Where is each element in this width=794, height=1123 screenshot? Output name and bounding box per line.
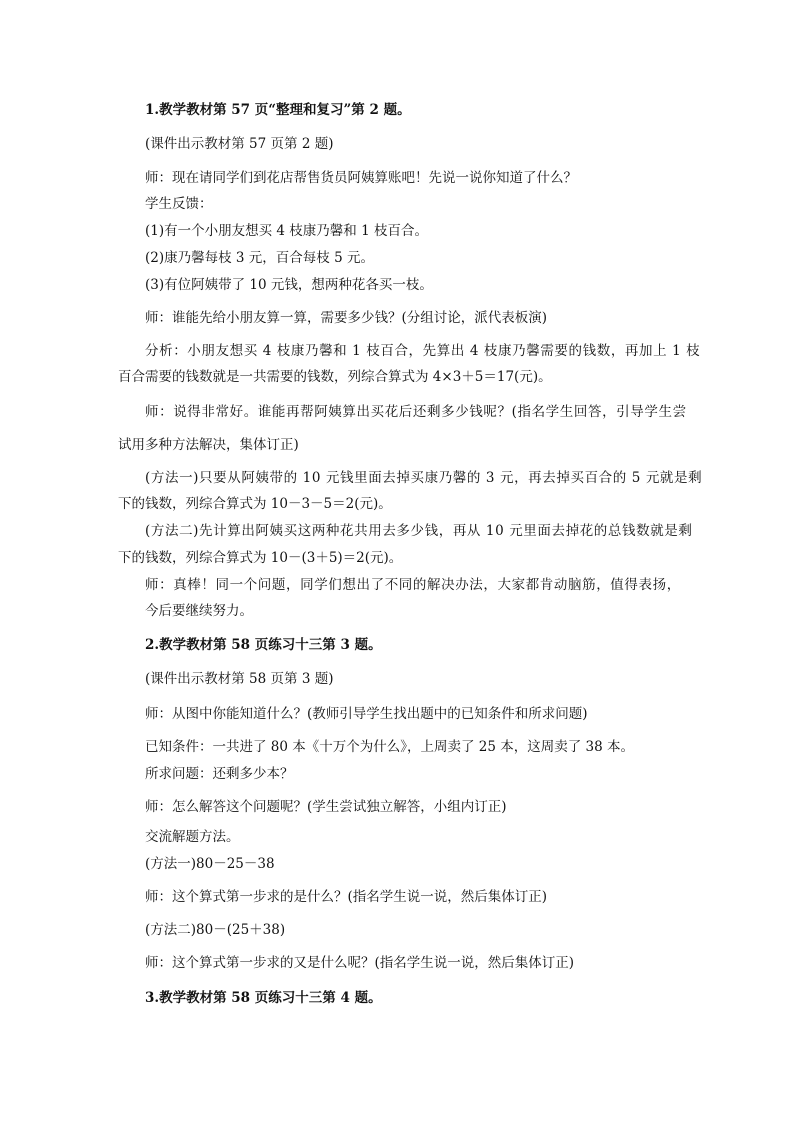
courseware-note-1: (课件出示教材第 57 页第 2 题) <box>145 136 334 152</box>
method-one-paragraph: (方法一)只要从阿姨带的 10 元钱里面去掉买康乃馨的 3 元，再去掉买百合的 5 元就是剩 <box>145 470 703 486</box>
teacher-line: 师：说得非常好。谁能再帮阿姨算出买花后还剩多少钱呢？(指名学生回答，引导学生尝 <box>145 404 687 420</box>
feedback-item-1: (1)有一个小朋友想买 4 枝康乃馨和 1 枝百合。 <box>145 223 428 239</box>
feedback-item-3: (3)有位阿姨带了 10 元钱，想两种花各买一枝。 <box>145 277 433 293</box>
known-conditions: 已知条件：一共进了 80 本《十万个为什么》，上周卖了 25 本，这周卖了 38 本。 <box>145 739 635 755</box>
section-heading-2: 2.教学教材第 58 页练习十三第 3 题。 <box>145 637 382 653</box>
feedback-label: 学生反馈： <box>145 196 213 212</box>
method-one-expression: (方法一)80－25－38 <box>145 856 275 872</box>
courseware-note-2: (课件出示教材第 58 页第 3 题) <box>145 671 334 687</box>
teacher-praise-cont: 今后要继续努力。 <box>145 603 253 619</box>
teacher-line: 师：怎么解答这个问题呢？(学生尝试独立解答，小组内订正) <box>145 799 507 815</box>
teacher-line: 师：这个算式第一步求的是什么？(指名学生说一说，然后集体订正) <box>145 889 548 905</box>
teacher-line: 师：现在请同学们到花店帮售货员阿姨算账吧！先说一说你知道了什么？ <box>145 170 577 186</box>
teacher-line: 师：从图中你能知道什么？(教师引导学生找出题中的已知条件和所求问题) <box>145 706 588 722</box>
analysis-paragraph-cont: 百合需要的钱数就是一共需要的钱数，列综合算式为 4×3＋5＝17(元)。 <box>118 369 552 385</box>
teacher-line: 师：谁能先给小朋友算一算，需要多少钱？(分组讨论，派代表板演) <box>145 310 548 326</box>
question-asked: 所求问题：还剩多少本？ <box>145 766 294 782</box>
teacher-line-cont: 试用多种方法解决，集体订正) <box>118 437 299 453</box>
method-two-expression: (方法二)80－(25＋38) <box>145 922 286 938</box>
teacher-praise: 师：真棒！同一个问题，同学们想出了不同的解决办法，大家都肯动脑筋，值得表扬， <box>145 577 681 593</box>
section-heading-3: 3.教学教材第 58 页练习十三第 4 题。 <box>145 990 382 1006</box>
teacher-line: 师：这个算式第一步求的又是什么呢？(指名学生说一说，然后集体订正) <box>145 955 575 971</box>
analysis-paragraph: 分析：小朋友想买 4 枝康乃馨和 1 枝百合，先算出 4 枝康乃馨需要的钱数，再加上 1 枝 <box>145 343 701 359</box>
section-heading-1: 1.教学教材第 57 页“整理和复习”第 2 题。 <box>145 102 411 118</box>
exchange-methods: 交流解题方法。 <box>145 829 240 845</box>
feedback-item-2: (2)康乃馨每枝 3 元，百合每枝 5 元。 <box>145 250 374 266</box>
method-two-paragraph-cont: 下的钱数，列综合算式为 10－(3＋5)＝2(元)。 <box>118 550 403 566</box>
method-two-paragraph: (方法二)先计算出阿姨买这两种花共用去多少钱，再从 10 元里面去掉花的总钱数就是剩 <box>145 523 693 539</box>
method-one-paragraph-cont: 下的钱数，列综合算式为 10－3－5＝2(元)。 <box>118 496 392 512</box>
